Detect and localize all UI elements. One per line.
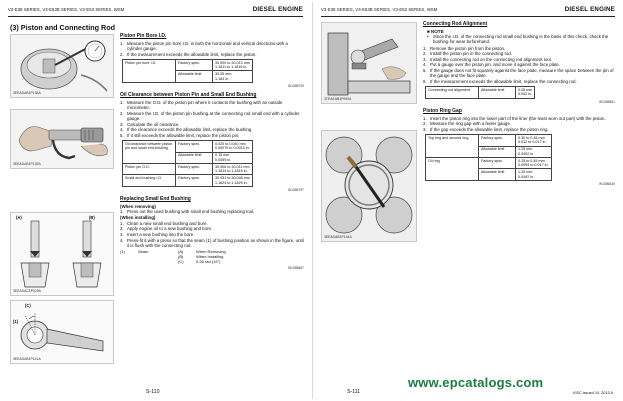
step-number: 2. bbox=[423, 51, 427, 57]
bushing-press-illustration bbox=[11, 213, 113, 295]
spec-kind: Allowable limit bbox=[479, 169, 516, 180]
spec-kind: Factory spec. bbox=[176, 141, 213, 152]
step-item bbox=[120, 232, 304, 237]
watermark[interactable]: www.epcatalogs.com bbox=[408, 375, 544, 390]
page-number: S-110 bbox=[146, 389, 160, 395]
pin-bore-steps bbox=[120, 41, 304, 57]
legend-value: 0.26 rad (15°) bbox=[196, 258, 221, 264]
spec-kind: Factory spec. bbox=[176, 59, 213, 70]
figure-caption: 3EEADAB1P139A bbox=[13, 162, 41, 166]
spec-kind: Factory spec. bbox=[479, 158, 516, 169]
left-text-column bbox=[120, 34, 304, 271]
figure-caption: 3TEAEAB1P050A bbox=[324, 97, 352, 101]
ring-gap-spec-table bbox=[425, 134, 552, 181]
alignment-tool-illustration bbox=[322, 23, 416, 103]
step-item bbox=[120, 221, 304, 226]
spec-kind: Allowable limit bbox=[479, 146, 516, 157]
step-text: Apply engine oil to a new bushing and bore. bbox=[127, 226, 213, 232]
step-item bbox=[423, 121, 615, 126]
step-item bbox=[423, 46, 615, 51]
step-text: Insert the piston ring into the lower part of the liner (the least worn out part) with the piston. bbox=[430, 115, 606, 121]
step-text: Measure the I.D. of the piston pin bushing at the connecting rod small end with a cylinder gauge. bbox=[127, 110, 300, 122]
installing-label: (When installing) bbox=[120, 215, 156, 221]
step-number: 3. bbox=[120, 231, 124, 237]
step-item bbox=[120, 133, 304, 138]
figure-label-a: (A) bbox=[16, 215, 22, 220]
figure-label-b: (B) bbox=[89, 215, 95, 220]
step-text: Install the piston pin in the connecting rod. bbox=[430, 51, 513, 57]
removing-label: (When removing) bbox=[120, 203, 156, 209]
oil-clearance-heading: Oil Clearance between Piston Pin and Small End Bushing bbox=[120, 92, 257, 99]
step-item bbox=[423, 68, 615, 79]
step-text: If the gap exceeds the allowable limit, replace the piston ring. bbox=[430, 126, 549, 132]
spec-item: Small end bushing I.D. bbox=[123, 175, 176, 186]
spec-item: Piston pin O.D. bbox=[123, 163, 176, 174]
spec-value: 0.15 mm 0.0059 in. bbox=[213, 152, 253, 163]
step-number: 3. bbox=[423, 126, 427, 132]
ring-gap-steps bbox=[423, 116, 615, 132]
spec-value: 30.000 to 30.013 mm 1.1811 to 1.1816 in. bbox=[213, 59, 253, 70]
note-list bbox=[427, 34, 615, 45]
ring-gap-heading: Piston Ring Gap bbox=[423, 107, 462, 114]
step-number: 2. bbox=[423, 121, 427, 127]
alignment-steps bbox=[423, 46, 615, 85]
figure-bushing-press bbox=[10, 212, 114, 296]
step-number: 3. bbox=[423, 56, 427, 62]
step-number: 1. bbox=[423, 45, 427, 51]
step-text: If the clearance exceeds the allowable limit, replace the bushing. bbox=[127, 127, 253, 133]
step-number: 1. bbox=[120, 99, 124, 105]
step-item bbox=[423, 57, 615, 62]
pin-bore-heading: Piston Pin Bore I.D. bbox=[120, 33, 167, 39]
step-item bbox=[120, 52, 304, 57]
legend-value: When Installing bbox=[196, 253, 224, 259]
reference-code: W1085700 bbox=[288, 83, 304, 88]
step-item bbox=[423, 116, 615, 121]
step-item bbox=[120, 122, 304, 127]
right-text-column bbox=[423, 22, 615, 187]
figure-caption: 3EEADAB1P138A bbox=[13, 91, 41, 95]
spec-item: Piston pin bore I.D. bbox=[123, 59, 176, 82]
spec-value: 30.031 to 30.046 mm 1.1824 to 1.1829 in. bbox=[213, 175, 253, 186]
connecting-rod-illustration bbox=[11, 301, 113, 363]
pin-bore-spec-table bbox=[122, 59, 253, 83]
spec-kind: Allowable limit bbox=[176, 152, 213, 163]
step-text: Remove the piston pin from the piston. bbox=[430, 45, 506, 51]
alignment-spec-table bbox=[425, 86, 535, 98]
spec-kind: Allowable limit bbox=[479, 87, 516, 98]
page-number: S-111 bbox=[347, 389, 361, 395]
table-row bbox=[123, 59, 253, 70]
legend-key bbox=[120, 260, 138, 265]
table-row bbox=[123, 141, 253, 152]
step-number: 1. bbox=[120, 209, 124, 215]
step-item bbox=[120, 127, 304, 132]
note-item: • Since the I.D. of the connecting rod small end bushing is the basis of this check, check the bushing for wear beforehand. bbox=[427, 34, 615, 45]
table-row bbox=[426, 135, 552, 146]
note-block bbox=[427, 29, 615, 45]
step-text: Press out the used bushing with small end bushing replacing tool. bbox=[127, 209, 255, 215]
legend-key: (1) bbox=[120, 249, 125, 255]
step-text: Measure the O.D. of the piston pin where it contacts the bushing with an outside micrometer. bbox=[127, 99, 283, 111]
spec-item: Connecting rod alignment bbox=[426, 87, 479, 98]
micrometer-illustration bbox=[11, 110, 113, 168]
spec-item: Oil clearance between piston pin and small end bushing bbox=[123, 141, 176, 164]
step-item bbox=[423, 79, 615, 84]
spec-value: 1.25 mm 0.0492 in. bbox=[516, 169, 552, 180]
table-row bbox=[123, 163, 253, 174]
reference-code: W1086430 bbox=[599, 181, 615, 186]
section-title: (3) Piston and Connecting Rod bbox=[10, 23, 116, 32]
step-number: 3. bbox=[120, 121, 124, 127]
step-text: Clean a new small end bushing and bore. bbox=[127, 220, 208, 226]
step-item bbox=[423, 127, 615, 132]
installing-steps bbox=[120, 221, 304, 248]
reference-code: W1085797 bbox=[288, 187, 304, 192]
step-number: 2. bbox=[120, 226, 124, 232]
step-text: Measure the ring gap with a feeler gauge. bbox=[430, 121, 512, 127]
legend-key: (B) bbox=[178, 253, 184, 259]
legend-value: Seam bbox=[138, 249, 149, 255]
step-item bbox=[120, 100, 304, 111]
step-item bbox=[120, 41, 304, 52]
step-text: If the measurement exceeds the allowable limit, replace the piston. bbox=[127, 51, 257, 57]
figure-legend bbox=[120, 250, 304, 264]
removing-steps bbox=[120, 209, 304, 214]
header-title: DIESEL ENGINE bbox=[252, 6, 303, 13]
bushing-heading: Replacing Small End Bushing bbox=[120, 196, 191, 203]
step-text: If the gauge does not fit squarely against the face plate, measure the space between the pin of the gauge and the face plate. bbox=[430, 68, 614, 79]
piston-gauge-illustration bbox=[11, 35, 113, 97]
left-page bbox=[0, 0, 311, 401]
step-text: Calculate the oil clearance. bbox=[127, 121, 180, 127]
step-item bbox=[120, 238, 304, 249]
spec-value: 0.25 to 0.45 mm 0.0099 to 0.017 in. bbox=[516, 158, 552, 169]
figure-rod-alignment bbox=[321, 22, 417, 104]
step-item bbox=[423, 62, 615, 67]
note-title: NOTE bbox=[430, 28, 444, 34]
step-number: 5. bbox=[423, 68, 427, 74]
spec-item: Oil ring bbox=[426, 158, 479, 181]
legend-key: (C) bbox=[178, 258, 184, 264]
step-text: If the measurement exceeds the allowable limit, replace the connecting rod. bbox=[430, 78, 577, 84]
table-row bbox=[426, 158, 552, 169]
step-text: Measure the piston pin bore I.D. in both the horizontal and vertical directions with a cylinder gauge. bbox=[127, 40, 288, 52]
step-item bbox=[120, 209, 304, 214]
header-series: V3-E38 SERIES, V3-E53B SERIES, V3-E53 SERIES, WSM bbox=[8, 7, 125, 12]
header-series: V3-E38 SERIES, V3-E53B SERIES, V3-E53 SERIES, WSM bbox=[321, 7, 438, 12]
legend-value: When Removing bbox=[196, 249, 226, 255]
figure-caption: 3EEADAB1P141A bbox=[13, 357, 41, 361]
spec-value: 30.006 to 30.011 mm 1.1814 to 1.1815 in. bbox=[213, 163, 253, 174]
oil-clearance-steps bbox=[120, 100, 304, 138]
spec-kind: Allowable limit bbox=[176, 71, 213, 82]
spec-value: 0.05 mm 0.002 in. bbox=[516, 87, 535, 98]
note-icon: ■ bbox=[427, 28, 431, 34]
spec-kind: Factory spec. bbox=[479, 135, 516, 146]
figure-piston-pin-bore bbox=[10, 34, 114, 98]
spec-kind: Factory spec. bbox=[176, 163, 213, 174]
step-text: Install the connecting rod on the connecting rod alignment tool. bbox=[430, 56, 553, 62]
figure-oil-clearance bbox=[10, 109, 114, 169]
step-number: 2. bbox=[120, 51, 124, 57]
spec-kind: Factory spec. bbox=[176, 175, 213, 186]
step-item bbox=[423, 51, 615, 56]
header-title: DIESEL ENGINE bbox=[564, 6, 615, 13]
oil-clearance-spec-table bbox=[122, 140, 253, 187]
step-text: Press-fit it with a press so that the seam (1) of bushing position as shown in the figure, until it is flush with the connecting rod. bbox=[127, 237, 304, 248]
step-number: 1. bbox=[120, 40, 124, 46]
step-number: 6. bbox=[423, 78, 427, 84]
spec-value: 30.05 mm 1.183 in. bbox=[213, 71, 253, 82]
figure-ring-gap bbox=[321, 130, 417, 242]
spec-item: Top ring and second ring bbox=[426, 135, 479, 158]
step-number: 4. bbox=[120, 237, 124, 243]
step-item bbox=[120, 111, 304, 122]
right-page-header bbox=[321, 6, 615, 17]
step-text: If it still exceeds the allowable limit, replace the piston pin. bbox=[127, 132, 240, 138]
reference-code: W1085867 bbox=[288, 265, 304, 270]
spec-value: 1.25 mm 0.0492 in. bbox=[516, 146, 552, 157]
step-number: 1. bbox=[120, 220, 124, 226]
spec-value: 0.30 to 0.45 mm 0.012 to 0.017 in. bbox=[516, 135, 552, 146]
feeler-gauge-illustration bbox=[322, 131, 416, 241]
step-number: 4. bbox=[120, 127, 124, 133]
step-number: 5. bbox=[120, 132, 124, 138]
issued-date: KiSC issued 10, 2013 A bbox=[573, 391, 613, 395]
legend-value bbox=[138, 260, 178, 265]
figure-label-1: (1) bbox=[13, 319, 19, 324]
table-row bbox=[123, 175, 253, 186]
figure-label-c: (C) bbox=[25, 303, 31, 308]
left-page-header bbox=[8, 6, 303, 17]
step-text: Insert a new bushing into the bore. bbox=[127, 231, 195, 237]
table-row bbox=[426, 87, 535, 98]
step-number: 2. bbox=[120, 110, 124, 116]
step-text: Put a gauge over the piston pin, and move it against the face plate. bbox=[430, 62, 561, 68]
step-number: 1. bbox=[423, 115, 427, 121]
right-page bbox=[313, 0, 623, 401]
reference-code: W1085851 bbox=[599, 99, 615, 104]
figure-caption: 3EEADAB1P144A bbox=[324, 235, 352, 239]
legend-row bbox=[120, 260, 304, 265]
alignment-heading: Connecting Rod Alignment bbox=[423, 21, 488, 27]
step-item bbox=[120, 226, 304, 231]
step-number: 4. bbox=[423, 62, 427, 68]
legend-key: (A) bbox=[178, 249, 184, 255]
figure-connecting-rod-seam bbox=[10, 300, 114, 364]
figure-caption: 3EEADAC1P025A bbox=[13, 289, 41, 293]
spec-value: 0.020 to 0.040 mm 0.00079 to 0.0015 in. bbox=[213, 141, 253, 152]
